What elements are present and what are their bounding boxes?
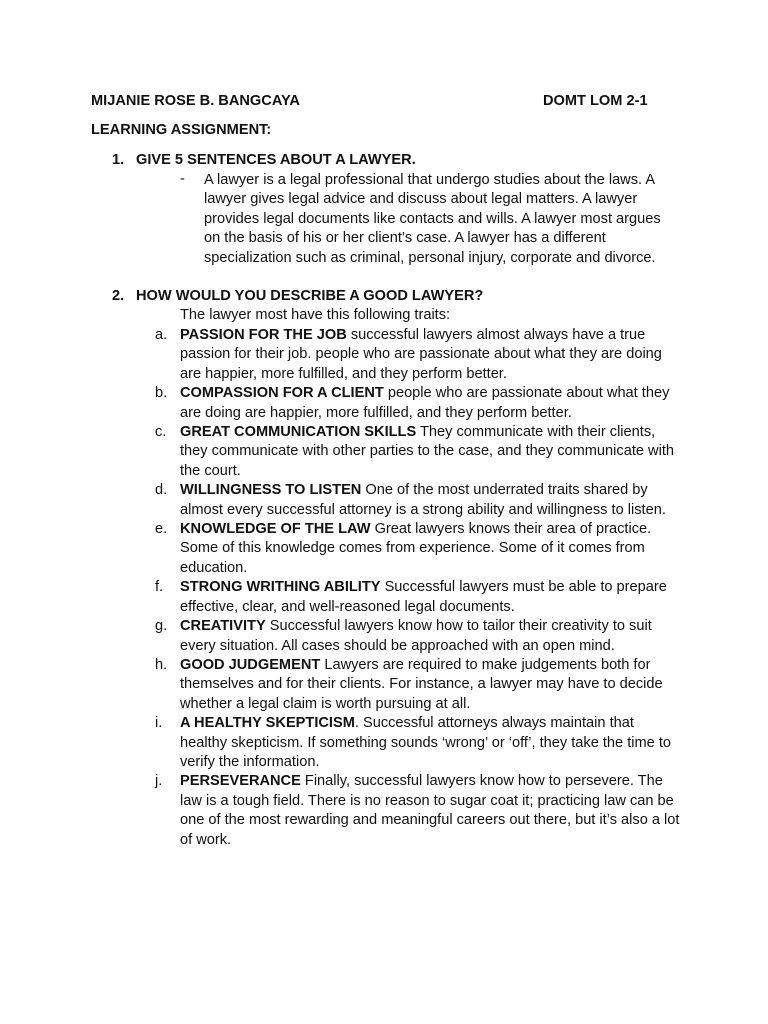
trait-body (180, 578, 680, 617)
trait-body (180, 384, 680, 423)
assignment-title: LEARNING ASSIGNMENT: (91, 122, 272, 138)
trait-name: PERSEVERANCE (180, 773, 301, 790)
trait-description: Great lawyers knows their area of practice. Some of this knowledge comes from experience. Some of it comes from education. (180, 521, 652, 576)
trait-name: GREAT COMMUNICATION SKILLS (180, 424, 417, 441)
trait-item-knowledge (155, 520, 685, 578)
trait-item-passion (155, 326, 685, 384)
trait-letter: d. (155, 482, 168, 499)
question-2-number: 2. (112, 288, 125, 304)
trait-letter: j. (155, 773, 163, 790)
trait-letter: f. (155, 579, 164, 596)
trait-description: Lawyers are required to make judgements both for themselves and for their clients. For instance, a lawyer may have to decide whether a legal claim is worth pursuing at all. (180, 656, 663, 712)
trait-body (180, 714, 680, 772)
trait-description: people who are passionate about what they are doing are happier, more fulfilled, and they perform better. (180, 385, 670, 421)
trait-item-creativity (155, 617, 685, 656)
trait-name: PASSION FOR THE JOB (180, 327, 347, 343)
trait-description: One of the most underrated traits shared by almost every successful attorney is a strong ability and willingness to listen. (180, 482, 666, 518)
trait-body (180, 326, 680, 384)
question-1-answer-text: A lawyer is a legal professional that undergo studies about the laws. A lawyer gives legal advice and discuss about legal matters. A lawyer provides legal documents like contacts and wills. A lawyer most argues on the basis of his or her client’s case. A lawyer has a different specialization such as criminal, personal injury, corporate and divorce. (204, 172, 661, 266)
trait-description: They communicate with their clients, they communicate with other parties to the case, and they communicate with the court. (180, 424, 674, 479)
trait-item-communication (155, 423, 685, 481)
bullet-dash: - (180, 171, 185, 187)
trait-body (180, 423, 680, 481)
trait-letter: h. (155, 656, 168, 673)
question-2-intro: The lawyer most have this following traits: (180, 307, 451, 323)
trait-name: STRONG WRITHING ABILITY (180, 579, 381, 596)
trait-item-judgement (155, 656, 685, 714)
trait-item-skepticism (155, 714, 685, 772)
trait-body (180, 656, 680, 714)
trait-name: KNOWLEDGE OF THE LAW (180, 521, 371, 538)
trait-description: Finally, successful lawyers know how to persevere. The law is a tough field. There is no reason to sugar coat it; practicing law can be one of the most rewarding and meaningful careers out there, but it’s also a lot of work. (180, 773, 680, 848)
trait-description: Successful lawyers know how to tailor their creativity to suit every situation. All cases should be approached with an open mind. (180, 618, 652, 654)
traits-list (155, 326, 685, 850)
trait-body (180, 481, 680, 520)
trait-name: A HEALTHY SKEPTICISM (180, 715, 355, 732)
trait-description: successful lawyers almost always have a true passion for their job. people who are passionate about what they are doing are happier, more fulfilled, and they perform better. (180, 327, 662, 382)
trait-item-listening (155, 481, 685, 520)
trait-letter: a. (155, 327, 168, 343)
trait-letter: b. (155, 385, 168, 402)
trait-name: GOOD JUDGEMENT (180, 656, 321, 673)
question-1-text: GIVE 5 SENTENCES ABOUT A LAWYER. (136, 152, 416, 168)
trait-body (180, 520, 680, 578)
trait-letter: i. (155, 715, 163, 732)
trait-item-perseverance (155, 772, 685, 850)
trait-item-writing (155, 578, 685, 617)
trait-description: Successful lawyers must be able to prepare effective, clear, and well-reasoned legal documents. (180, 579, 667, 615)
question-1-number: 1. (112, 152, 125, 168)
trait-letter: c. (155, 424, 167, 441)
question-2-text: HOW WOULD YOU DESCRIBE A GOOD LAWYER? (136, 288, 484, 304)
trait-body (180, 772, 680, 850)
trait-name: COMPASSION FOR A CLIENT (180, 385, 384, 402)
trait-name: CREATIVITY (180, 618, 266, 635)
trait-letter: e. (155, 521, 168, 538)
trait-name: WILLINGNESS TO LISTEN (180, 482, 362, 499)
trait-letter: g. (155, 618, 168, 635)
trait-item-compassion (155, 384, 685, 423)
student-name: MIJANIE ROSE B. BANGCAYA (91, 93, 300, 109)
trait-body (180, 617, 680, 656)
section-code: DOMT LOM 2-1 (543, 93, 648, 109)
trait-description: . Successful attorneys always maintain that healthy skepticism. If something sounds ‘wrong’ or ‘off’, they take the time to verify the information. (180, 715, 672, 770)
